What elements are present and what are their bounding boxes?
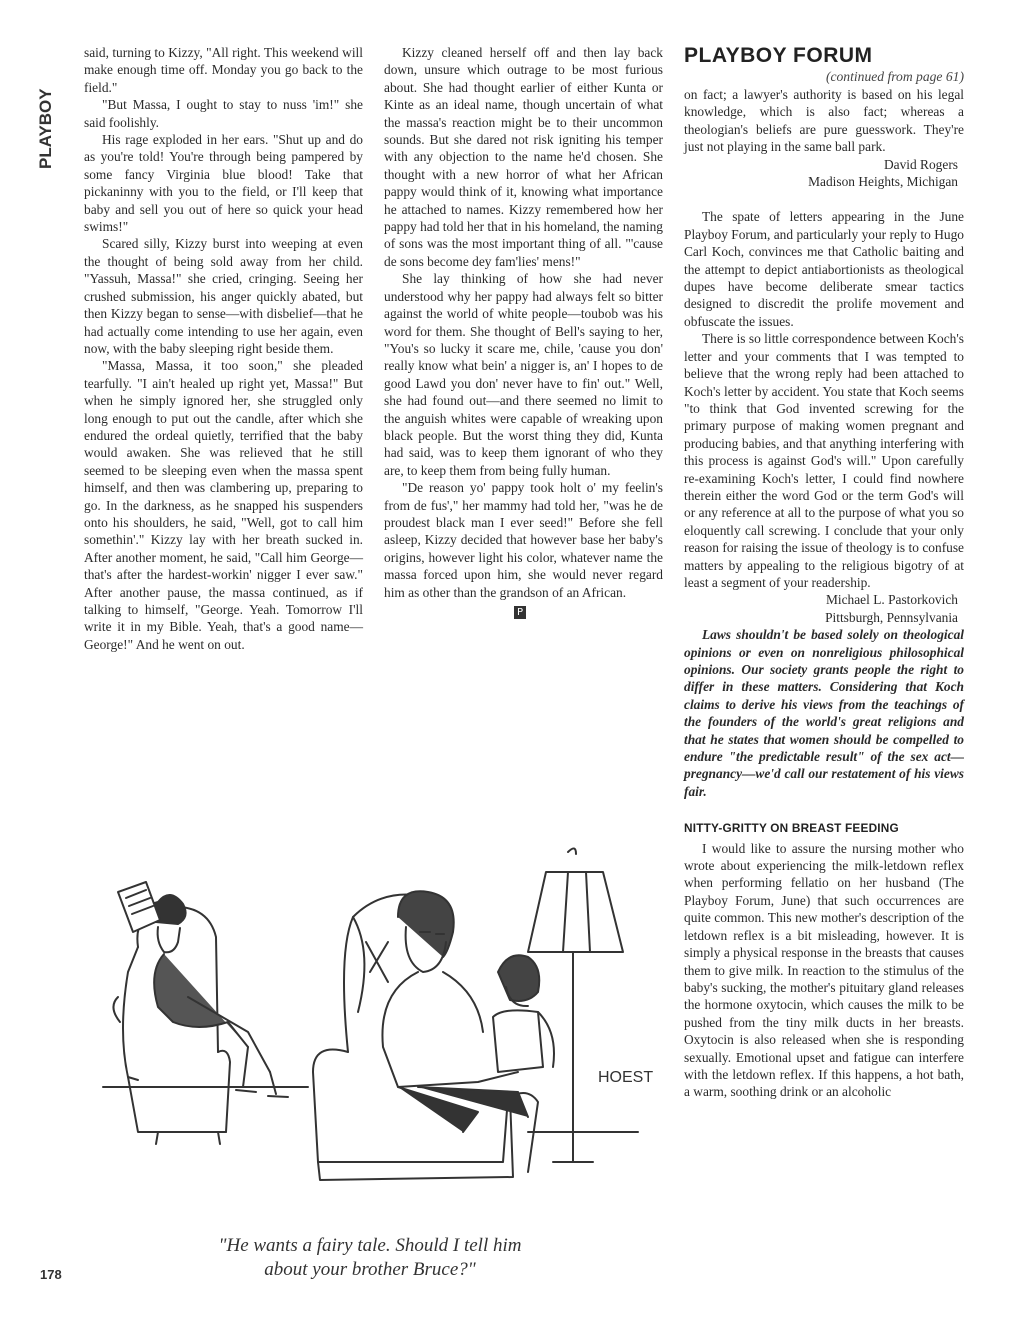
story-paragraph: "Massa, Massa, it too soon," she pleaded tearfully. "I ain't healed up right yet, Massa!" But when he simply ignored her, she struggled only long enough to put out the candle, after which she endured the ordeal quietly, terrified that the baby would awaken. She was relieved that he still seemed to be sleeping even when the massa spent himself, and then was clambering up, preparing to go. In the darkness, as he snapped his suspenders onto his shoulders, he said, "Well, got to call him somethin'." Kizzy lay with her breath sucked in. After another moment, he said, "Call him George—that's after the hardest-workin' nigger I ever saw." After another pause, the massa continued, as if talking to himself, "George. Yeah. Tomorrow I'll write it in my Bible. Yeah, that's a good name—George!" And he went on out.: [84, 358, 363, 652]
forum-title: PLAYBOY FORUM: [684, 44, 873, 67]
letter-text: There is so little correspondence between Koch's letter and your comments that I was tempted to believe that the wrong reply had been attached to Koch's letter by accident. You state that Koch seems "to think that God invented screwing for the primary purpose of making women pregnant and producing babies, and that anything interfering with this process is against God's will." Upon carefully re-examining Koch's letter, I could find nowhere therein either the word God or the term God's will or any reference at all to the purpose of what you so eloquently call screwing. I conclude that your only reason for raising the issue of theology is to confuse matters by appealing to the religious bigotry of at least a segment of your readership.: [684, 331, 964, 590]
magazine-side-label: PLAYBOY: [36, 88, 55, 170]
letter-signature: [684, 156, 964, 191]
signature-place: Pittsburgh, Pennsylvania: [825, 609, 958, 625]
story-column-2: [384, 44, 663, 619]
floor-lamp: [528, 848, 623, 1162]
continued-note: (continued from page 61): [825, 69, 964, 84]
caption-line: about your brother Bruce?": [264, 1259, 476, 1280]
section-subhead: NITTY-GRITTY ON BREAST FEEDING: [684, 821, 899, 836]
story-paragraph: Scared silly, Kizzy burst into weeping at even the thought of being sold away from her child. "Yassuh, Massa!" she cried, cringing. Seeing her crushed submission, his anger quickly abated, but then Kizzy began to sense—with disbelief—that he had actually come intending to use her again, even now, with the baby sleeping right beside them.: [84, 236, 363, 356]
letter-text: I would like to assure the nursing mother who wrote about experiencing the milk-letdown reflex when performing fellatio on her husband (The Playboy Forum, June) that such occurrences are quite common. This new mother's description of the letdown reflex is a bit misleading, however. It is simply a physical response in the breasts that causes them to give milk. In reaction to the stimulus of the baby's sucking, the mother's pituitary gland releases the hormone oxytocin, which causes the milk to be pushed from the tiny milk ducts in her breasts. Oxytocin is also released when she is responding sexually. Emotional upset and fatigue can interfere with the letdown reflex. If this happens, a hot bath, a warm, soothing drink or an alcoholic: [684, 840, 964, 1100]
end-mark-icon: P: [514, 606, 526, 619]
letter-text: on fact; a lawyer's authority is based on his legal knowledge, which is also fact; whereas a theologian's beliefs are pure guesswork. They're just not playing in the same ball park.: [684, 87, 964, 155]
letter-signature: [684, 591, 964, 626]
story-paragraph: "De reason yo' pappy took holt o' my feelin's from de fus'," her mammy had told her, "was he de proudest black man I ever seed!" Before she fell asleep, Kizzy decided that however base her baby's origins, however light his color, whatever name the massa forced upon him, she would never regard him as other than the grandson of an African.: [384, 480, 663, 600]
page-number: 178: [40, 1267, 62, 1282]
story-paragraph: said, turning to Kizzy, "All right. This weekend will make enough time off. Monday you go back to the field.": [84, 45, 363, 95]
forum-column: [684, 44, 964, 1101]
signature-place: Madison Heights, Michigan: [808, 174, 958, 190]
story-paragraph: His rage exploded in her ears. "Shut up and do as you're told! You're through being pampered by some fancy Virginia blue blood! Take that pickaninny with you to the field, or I'll keep that baby and sell you out of here so quick your head swims!": [84, 132, 363, 235]
cartoon-caption: [150, 1234, 590, 1282]
editor-reply: Laws shouldn't be based solely on theological opinions or even on nonreligious philosophical opinions. Our society grants people the right to differ in these matters. Considering that Koch claims to derive his views from the teachings of the founders of the world's great religions and that he states that women should be compelled to endure "the predictable result" of the sex act—pregnancy—we'd call our restatement of his views fair.: [684, 627, 964, 799]
boy-figure: [493, 955, 554, 1072]
cartoon-illustration: [98, 832, 658, 1232]
signature-name: David Rogers: [883, 156, 958, 172]
letter-text: The spate of letters appearing in the June Playboy Forum, and particularly your reply to Hugo Carl Koch, convinces me that Catholic baiting and the attempt to depict antiabortionists as theological dupes have become deliberate smear tactics designed to discredit the prolife movement and obfuscate the issues.: [684, 209, 964, 329]
story-column-1: [84, 44, 363, 653]
story-paragraph: "But Massa, I ought to stay to nuss 'im!" she said foolishly.: [84, 97, 363, 130]
signature-name: Michael L. Pastorkovich: [825, 592, 958, 608]
story-paragraph: She lay thinking of how she had never understood why her pappy had always felt so bitter against the world of white people—toubob was his word for them. She thought of Bell's saying to her, "You's so lucky it scare me, chile, 'cause you don' really know what bein' a nigger is, an' I hopes to de good Lawd you don' never have to fin' out." Well, she had found out—and there seemed no limit to the anguish whites were capable of wreaking upon black people. But the worst thing they did, Kunta had said, was to keep them ignorant of who they are, to keep them from being fully human.: [384, 271, 663, 478]
story-paragraph: Kizzy cleaned herself off and then lay back down, unsure which outrage to be most furious about. She had thought earlier of either Kunta or Kinte as an ideal name, though uncertain of what the massa's reaction might be to their uncommon sounds. But she dared not risk igniting his temper with any objection to the name he'd chosen. She thought with a new horror of what her African pappy would think of it, knowing what importance he attached to names. Kizzy remembered how her pappy had told her that in his homeland, the naming of sons was the most important thing of all. "'cause de sons become dey fam'lies' mens!": [384, 45, 663, 269]
artist-signature: HOEST: [598, 1069, 654, 1086]
caption-line: "He wants a fairy tale. Should I tell him: [218, 1235, 522, 1256]
